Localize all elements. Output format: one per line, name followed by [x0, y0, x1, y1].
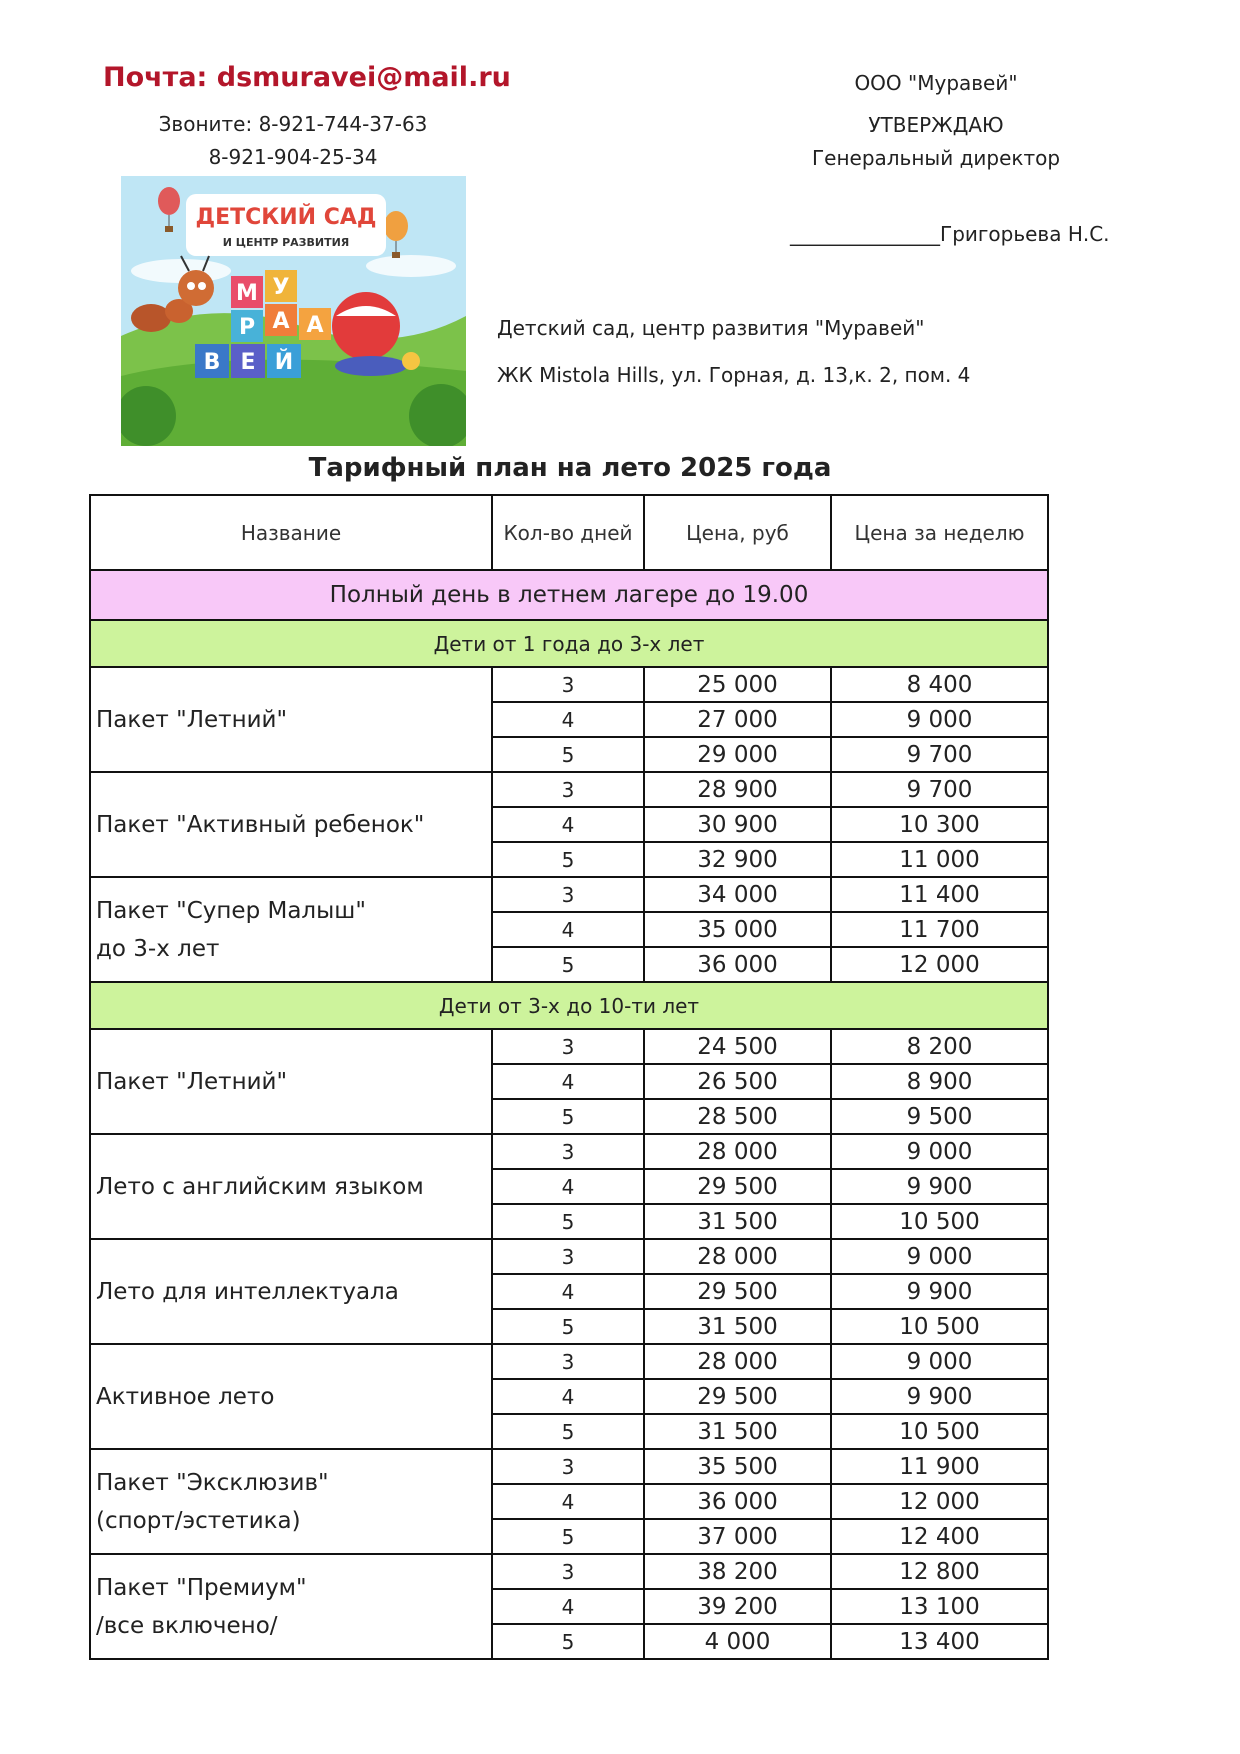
price-cell: 29 500 — [644, 1169, 831, 1204]
price-cell: 35 500 — [644, 1449, 831, 1484]
days-cell: 3 — [492, 667, 644, 702]
weekly-price-cell: 9 000 — [831, 1344, 1048, 1379]
package-name — [90, 1239, 492, 1344]
price-cell: 35 000 — [644, 912, 831, 947]
days-cell: 5 — [492, 947, 644, 982]
svg-text:А: А — [306, 313, 324, 338]
weekly-price-cell: 8 200 — [831, 1029, 1048, 1064]
weekly-price-cell: 9 900 — [831, 1169, 1048, 1204]
svg-text:Р: Р — [238, 315, 256, 340]
weekly-price-cell: 8 400 — [831, 667, 1048, 702]
column-header-weekly-price: Цена за неделю — [831, 495, 1048, 570]
svg-text:Й: Й — [274, 350, 294, 375]
package-name-line: (спорт/эстетика) — [96, 1507, 301, 1534]
price-cell: 28 000 — [644, 1239, 831, 1274]
weekly-price-cell: 12 000 — [831, 947, 1048, 982]
svg-text:У: У — [272, 275, 290, 300]
weekly-price-cell: 10 300 — [831, 807, 1048, 842]
days-cell: 3 — [492, 877, 644, 912]
package-name — [90, 1554, 492, 1659]
price-cell: 27 000 — [644, 702, 831, 737]
weekly-price-cell: 9 000 — [831, 1239, 1048, 1274]
column-header-price: Цена, руб — [644, 495, 831, 570]
weekly-price-cell: 11 400 — [831, 877, 1048, 912]
price-cell: 31 500 — [644, 1204, 831, 1239]
price-cell: 31 500 — [644, 1414, 831, 1449]
weekly-price-cell: 13 100 — [831, 1589, 1048, 1624]
days-cell: 5 — [492, 1309, 644, 1344]
price-cell: 34 000 — [644, 877, 831, 912]
package-name — [90, 1134, 492, 1239]
price-cell: 24 500 — [644, 1029, 831, 1064]
contact-email: Почта: dsmuravei@mail.ru — [103, 62, 511, 93]
table-row — [90, 877, 1048, 912]
days-cell: 3 — [492, 1449, 644, 1484]
kindergarten-address: ЖК Mistola Hills, ул. Горная, д. 13,к. 2, пом. 4 — [497, 363, 971, 387]
contact-phone-2: 8-921-904-25-34 — [208, 145, 378, 169]
weekly-price-cell: 9 700 — [831, 737, 1048, 772]
tariff-table-body — [90, 495, 1048, 1659]
price-cell: 28 900 — [644, 772, 831, 807]
tariff-table — [89, 494, 1049, 1660]
table-row — [90, 1344, 1048, 1379]
weekly-price-cell: 12 800 — [831, 1554, 1048, 1589]
price-cell: 39 200 — [644, 1589, 831, 1624]
weekly-price-cell: 9 000 — [831, 1134, 1048, 1169]
weekly-price-cell: 10 500 — [831, 1414, 1048, 1449]
package-name — [90, 1029, 492, 1134]
approval-stamp: УТВЕРЖДАЮ — [868, 113, 1004, 137]
days-cell: 4 — [492, 1484, 644, 1519]
package-name-line: Пакет "Эксклюзив" — [96, 1469, 329, 1496]
package-name-line: Активное лето — [96, 1383, 275, 1410]
days-cell: 4 — [492, 1274, 644, 1309]
weekly-price-cell: 12 000 — [831, 1484, 1048, 1519]
days-cell: 3 — [492, 1029, 644, 1064]
kindergarten-logo — [121, 176, 466, 446]
days-cell: 5 — [492, 842, 644, 877]
section-title: Полный день в летнем лагере до 19.00 — [90, 570, 1048, 620]
days-cell: 3 — [492, 1554, 644, 1589]
package-name-line: Пакет "Супер Малыш" — [96, 897, 366, 924]
days-cell: 4 — [492, 1064, 644, 1099]
package-name — [90, 772, 492, 877]
director-position: Генеральный директор — [811, 146, 1061, 170]
column-header-days: Кол-во дней — [492, 495, 644, 570]
package-name — [90, 877, 492, 982]
ball-icon — [332, 292, 400, 360]
package-name-line: Пакет "Летний" — [96, 1068, 288, 1095]
weekly-price-cell: 10 500 — [831, 1204, 1048, 1239]
weekly-price-cell: 11 900 — [831, 1449, 1048, 1484]
package-name-line: Пакет "Летний" — [96, 706, 288, 733]
price-cell: 4 000 — [644, 1624, 831, 1659]
price-cell: 28 500 — [644, 1099, 831, 1134]
price-cell: 37 000 — [644, 1519, 831, 1554]
days-cell: 4 — [492, 912, 644, 947]
price-cell: 28 000 — [644, 1344, 831, 1379]
days-cell: 5 — [492, 1099, 644, 1134]
days-cell: 3 — [492, 1134, 644, 1169]
days-cell: 4 — [492, 702, 644, 737]
days-cell: 3 — [492, 1344, 644, 1379]
package-name-line: Пакет "Премиум" — [96, 1574, 307, 1601]
price-cell: 25 000 — [644, 667, 831, 702]
table-row — [90, 1239, 1048, 1274]
price-cell: 29 500 — [644, 1379, 831, 1414]
days-cell: 4 — [492, 1169, 644, 1204]
price-cell: 29 500 — [644, 1274, 831, 1309]
days-cell: 5 — [492, 1624, 644, 1659]
weekly-price-cell: 9 900 — [831, 1379, 1048, 1414]
weekly-price-cell: 11 000 — [831, 842, 1048, 877]
price-cell: 36 000 — [644, 1484, 831, 1519]
column-header-name: Название — [90, 495, 492, 570]
kindergarten-name: Детский сад, центр развития "Муравей" — [497, 316, 925, 340]
weekly-price-cell: 13 400 — [831, 1624, 1048, 1659]
table-row — [90, 772, 1048, 807]
weekly-price-cell: 9 500 — [831, 1099, 1048, 1134]
svg-text:А: А — [272, 309, 290, 334]
price-cell: 36 000 — [644, 947, 831, 982]
package-name — [90, 1344, 492, 1449]
logo-title: ДЕТСКИЙ САД — [195, 205, 377, 230]
weekly-price-cell: 9 000 — [831, 702, 1048, 737]
package-name-line: Лето с английским языком — [96, 1173, 424, 1200]
days-cell: 5 — [492, 1414, 644, 1449]
package-name — [90, 667, 492, 772]
days-cell: 4 — [492, 1379, 644, 1414]
price-cell: 26 500 — [644, 1064, 831, 1099]
table-row — [90, 667, 1048, 702]
weekly-price-cell: 12 400 — [831, 1519, 1048, 1554]
age-group-row — [90, 982, 1048, 1029]
weekly-price-cell: 8 900 — [831, 1064, 1048, 1099]
package-name-line: Лето для интеллектуала — [96, 1278, 399, 1305]
days-cell: 5 — [492, 1204, 644, 1239]
price-cell: 31 500 — [644, 1309, 831, 1344]
price-cell: 29 000 — [644, 737, 831, 772]
days-cell: 5 — [492, 737, 644, 772]
page-title: Тарифный план на лето 2025 года — [308, 453, 832, 483]
weekly-price-cell: 10 500 — [831, 1309, 1048, 1344]
price-cell: 32 900 — [644, 842, 831, 877]
days-cell: 3 — [492, 772, 644, 807]
days-cell: 4 — [492, 807, 644, 842]
weekly-price-cell: 9 700 — [831, 772, 1048, 807]
age-group-label: Дети от 3-х до 10-ти лет — [90, 982, 1048, 1029]
svg-text:В: В — [203, 350, 221, 375]
table-header-row — [90, 495, 1048, 570]
price-cell: 30 900 — [644, 807, 831, 842]
table-row — [90, 1029, 1048, 1064]
table-row — [90, 1134, 1048, 1169]
days-cell: 3 — [492, 1239, 644, 1274]
price-cell: 28 000 — [644, 1134, 831, 1169]
table-row — [90, 1449, 1048, 1484]
age-group-row — [90, 620, 1048, 667]
age-group-label: Дети от 1 года до 3-х лет — [90, 620, 1048, 667]
company-name: ООО "Муравей" — [854, 71, 1018, 95]
package-name-line: Пакет "Активный ребенок" — [96, 811, 425, 838]
package-name-line: до 3-х лет — [96, 935, 220, 962]
director-signature: _______________Григорьева Н.С. — [790, 222, 1110, 246]
svg-text:М: М — [236, 281, 258, 306]
price-cell: 38 200 — [644, 1554, 831, 1589]
contact-phone-1: Звоните: 8-921-744-37-63 — [158, 112, 428, 136]
package-name — [90, 1449, 492, 1554]
weekly-price-cell: 9 900 — [831, 1274, 1048, 1309]
logo-subtitle: И ЦЕНТР РАЗВИТИЯ — [222, 236, 350, 249]
section-row — [90, 570, 1048, 620]
weekly-price-cell: 11 700 — [831, 912, 1048, 947]
days-cell: 5 — [492, 1519, 644, 1554]
package-name-line: /все включено/ — [96, 1612, 278, 1639]
days-cell: 4 — [492, 1589, 644, 1624]
table-row — [90, 1554, 1048, 1589]
svg-text:Е: Е — [240, 350, 256, 375]
